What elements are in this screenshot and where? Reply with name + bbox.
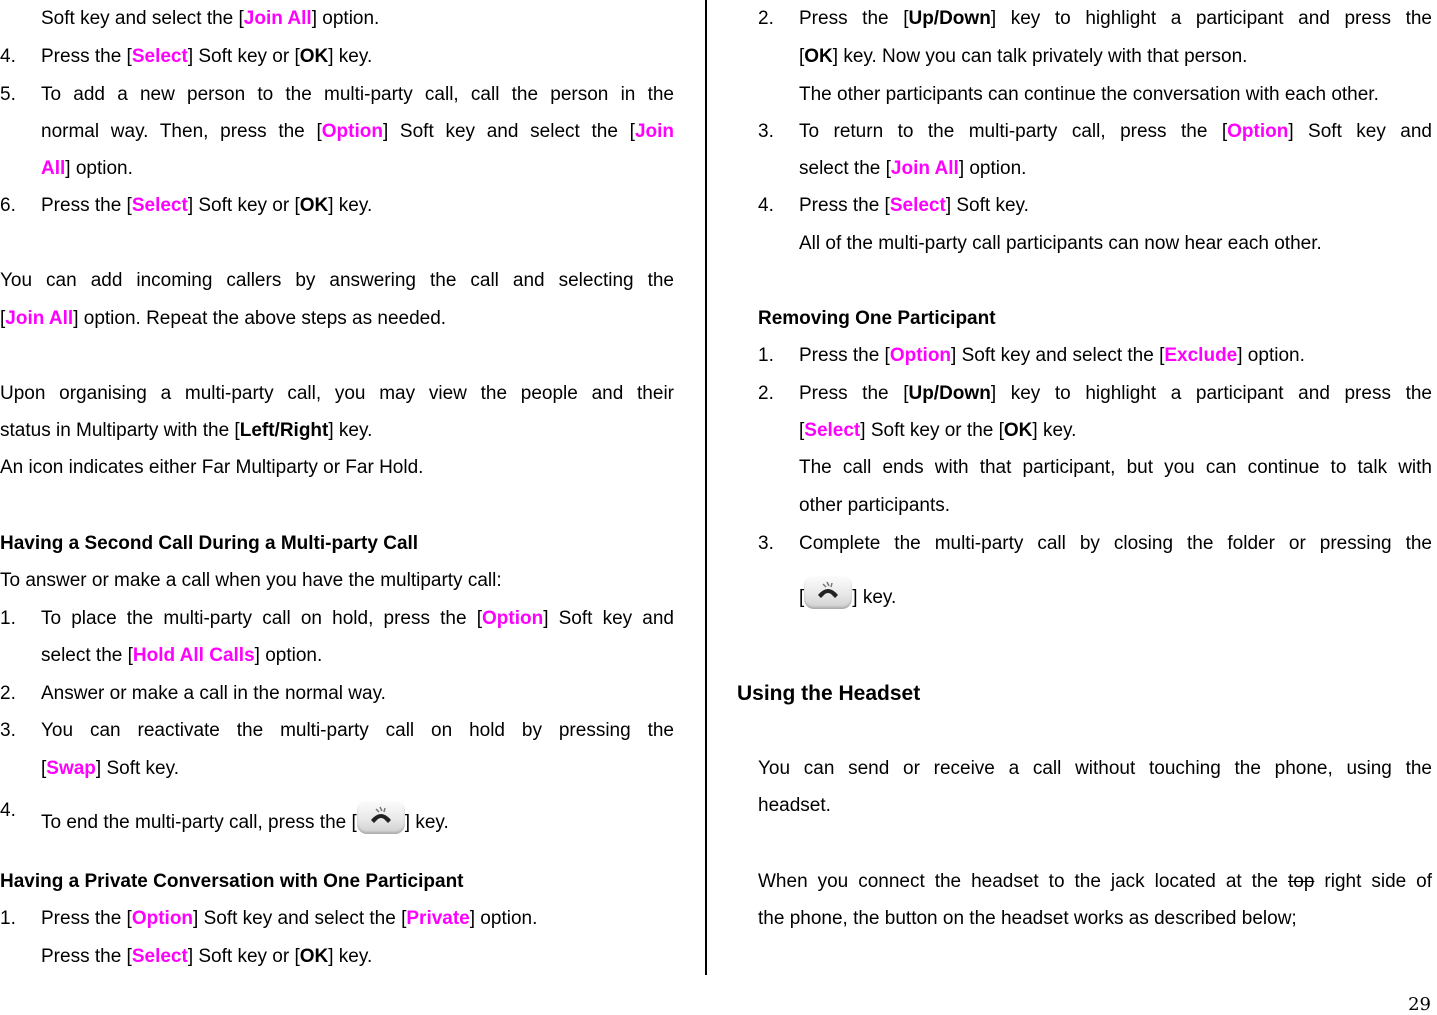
removing-step-3-line-2: [ ] key. bbox=[799, 575, 1432, 609]
keyword-ok: OK bbox=[299, 46, 329, 67]
keyword-all: All bbox=[41, 158, 66, 179]
column-divider bbox=[705, 0, 707, 975]
para-organise-line-2: status in Multiparty with the [Left/Right] key. bbox=[0, 420, 373, 441]
end-call-key-icon bbox=[804, 575, 852, 609]
para-incoming-line-1: You can add incoming callers by answering the call and selecting the bbox=[0, 270, 674, 291]
heading-private-conversation: Having a Private Conversation with One Participant bbox=[0, 871, 464, 892]
keyword-up-down: Up/Down bbox=[908, 8, 991, 29]
struck-word: top bbox=[1288, 871, 1315, 892]
headset-para-1-line-2: headset. bbox=[758, 795, 831, 816]
keyword-join: Join bbox=[634, 121, 674, 142]
headset-para-2-line-1: When you connect the headset to the jack located at the top right side of bbox=[758, 871, 1433, 892]
keyword-option: Option bbox=[131, 908, 194, 929]
para-incoming-line-2: [Join All] option. Repeat the above steps as needed. bbox=[0, 308, 447, 329]
keyword-select: Select bbox=[131, 46, 188, 67]
keyword-select: Select bbox=[131, 946, 188, 967]
second-call-intro: To answer or make a call when you have the multiparty call: bbox=[0, 570, 502, 591]
keyword-ok: OK bbox=[299, 195, 329, 216]
keyword-select: Select bbox=[889, 195, 946, 216]
keyword-ok: OK bbox=[299, 946, 329, 967]
keyword-join-all: Join All bbox=[890, 158, 959, 179]
keyword-option: Option bbox=[481, 608, 544, 629]
removing-step-2-line-4: other participants. bbox=[799, 495, 951, 516]
keyword-join-all: Join All bbox=[5, 308, 74, 329]
second-call-step-3-line-2: [Swap] Soft key. bbox=[41, 758, 179, 779]
step-5-line-2: normal way. Then, press the [Option] Soft key and select the [Join bbox=[41, 121, 674, 142]
continued-line: Soft key and select the [Join All] option. bbox=[41, 8, 380, 29]
private-step-2-line-3: The other participants can continue the conversation with each other. bbox=[799, 84, 1379, 105]
heading-second-call: Having a Second Call During a Multi-party Call bbox=[0, 533, 419, 554]
heading-using-headset: Using the Headset bbox=[737, 682, 921, 705]
keyword-up-down: Up/Down bbox=[908, 383, 991, 404]
keyword-option: Option bbox=[889, 345, 952, 366]
keyword-swap: Swap bbox=[46, 758, 96, 779]
keyword-ok: OK bbox=[804, 46, 833, 67]
keyword-exclude: Exclude bbox=[1164, 345, 1238, 366]
keyword-option: Option bbox=[1227, 121, 1289, 142]
para-icon: An icon indicates either Far Multiparty or Far Hold. bbox=[0, 457, 424, 478]
end-call-key-icon bbox=[357, 800, 405, 834]
private-step-2-line-2: [OK] key. Now you can talk privately with that person. bbox=[799, 46, 1248, 67]
heading-removing-participant: Removing One Participant bbox=[758, 308, 996, 329]
keyword-private: Private bbox=[406, 908, 470, 929]
keyword-left-right: Left/Right bbox=[239, 420, 329, 441]
headset-para-2-line-2: the phone, the button on the headset works as described below; bbox=[758, 908, 1297, 929]
headset-para-1-line-1: You can send or receive a call without touching the phone, using the bbox=[758, 758, 1432, 779]
removing-step-2-line-2: [Select] Soft key or the [OK] key. bbox=[799, 420, 1077, 441]
second-call-step-1-line-2: select the [Hold All Calls] option. bbox=[41, 645, 323, 666]
private-step-3-line-2: select the [Join All] option. bbox=[799, 158, 1027, 179]
keyword-ok: OK bbox=[1003, 420, 1033, 441]
private-step-4-line-2: All of the multi-party call participants can now hear each other. bbox=[799, 233, 1322, 254]
keyword-select: Select bbox=[131, 195, 188, 216]
keyword-option: Option bbox=[321, 121, 383, 142]
page-number: 29 bbox=[1408, 994, 1431, 1015]
para-organise-line-1: Upon organising a multi-party call, you may view the people and their bbox=[0, 383, 674, 404]
keyword-hold-all-calls: Hold All Calls bbox=[132, 645, 255, 666]
step-5-line-3: All] option. bbox=[41, 158, 133, 179]
keyword-join-all: Join All bbox=[243, 8, 312, 29]
removing-step-2-line-3: The call ends with that participant, but you can continue to talk with bbox=[799, 457, 1432, 478]
keyword-select: Select bbox=[804, 420, 861, 441]
private-step-1-line-2: Press the [Select] Soft key or [OK] key. bbox=[41, 946, 373, 967]
